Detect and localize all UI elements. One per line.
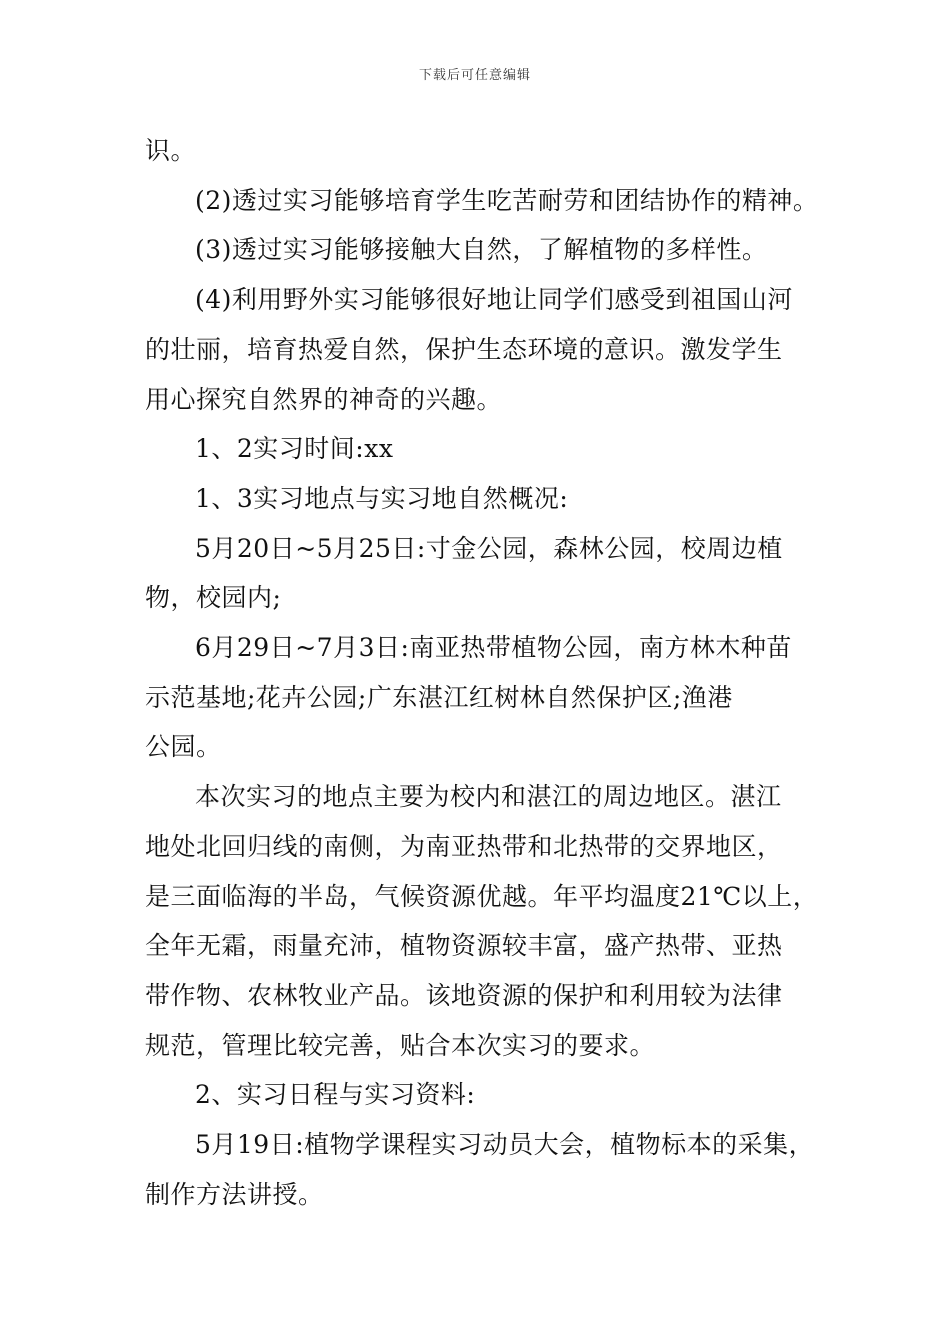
- text-line: 本次实习的地点主要为校内和湛江的周边地区。湛江: [195, 782, 782, 812]
- text-line: 1、2实习时间:xx: [195, 434, 394, 464]
- text-line: (3)透过实习能够接触大自然，了解植物的多样性。: [195, 235, 768, 265]
- text-line: 地处北回归线的南侧，为南亚热带和北热带的交界地区，: [145, 831, 783, 861]
- text-line: 的壮丽，培育热爱自然，保护生态环境的意识。激发学生: [145, 334, 783, 364]
- text-line: 6月29日~7月3日:南亚热带植物公园，南方林木种苗: [195, 633, 792, 663]
- text-line: 物，校园内;: [145, 583, 282, 613]
- text-line: 1、3实习地点与实习地自然概况:: [195, 483, 569, 513]
- text-line: (4)利用野外实习能够很好地让同学们感受到祖国山河: [195, 285, 793, 315]
- text-line: 5月19日:植物学课程实习动员大会，植物标本的采集，: [195, 1130, 815, 1160]
- text-line: 2、实习日程与实习资料:: [195, 1080, 476, 1110]
- text-line: 用心探究自然界的神奇的兴趣。: [145, 384, 503, 414]
- text-line: (2)透过实习能够培育学生吃苦耐劳和团结协作的精神。: [195, 185, 819, 215]
- text-line: 5月20日~5月25日:寸金公园，森林公园，校周边植: [195, 533, 783, 563]
- text-line: 是三面临海的半岛，气候资源优越。年平均温度21℃以上，: [145, 881, 819, 911]
- text-line: 识。: [145, 136, 197, 165]
- text-line: 全年无霜，雨量充沛，植物资源较丰富，盛产热带、亚热: [145, 931, 783, 961]
- text-line: 规范，管理比较完善，贴合本次实习的要求。: [145, 1030, 656, 1060]
- document-body: [145, 126, 825, 1219]
- text-line: 制作方法讲授。: [145, 1179, 324, 1209]
- header-note: 下载后可任意编辑: [418, 68, 531, 83]
- text-line: 带作物、农林牧业产品。该地资源的保护和利用较为法律: [145, 980, 783, 1010]
- text-line: 示范基地;花卉公园;广东湛江红树林自然保护区;渔港: [145, 682, 733, 712]
- text-line: 公园。: [145, 732, 222, 762]
